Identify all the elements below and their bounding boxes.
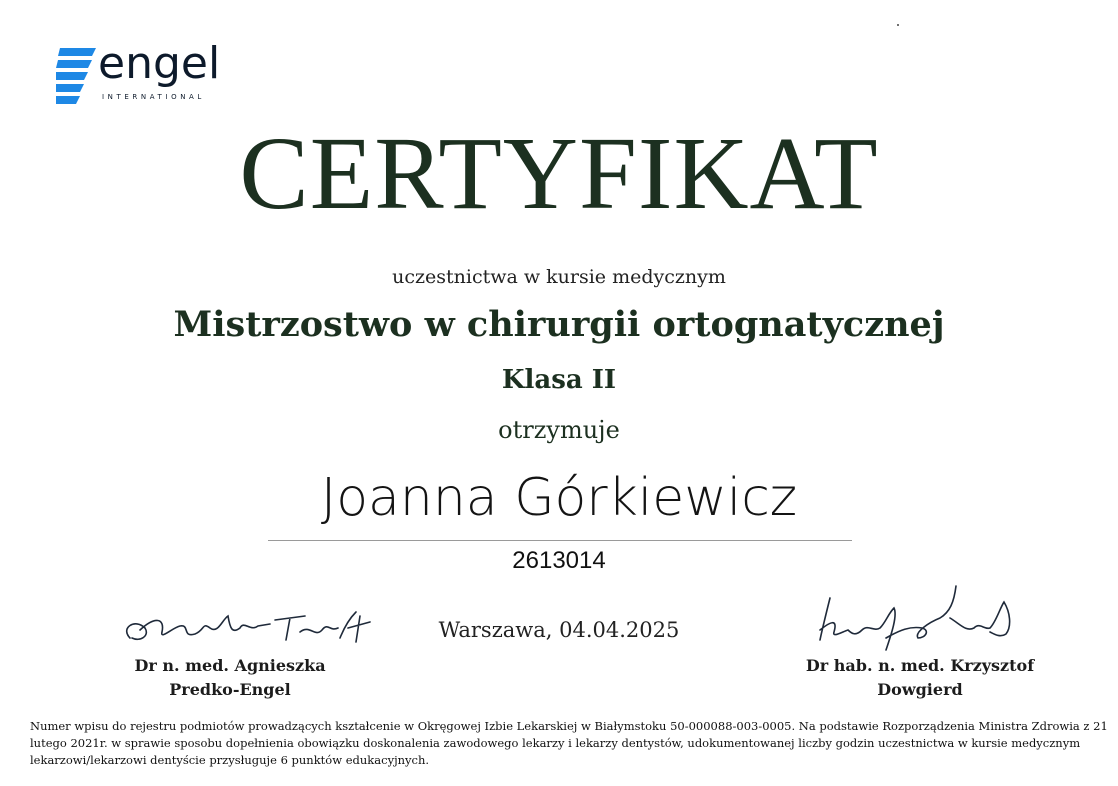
left-signer-name: Predko-Engel [169, 680, 291, 699]
recipient-underline [268, 540, 852, 541]
recipient-name: Joanna Górkiewicz [320, 468, 798, 528]
course-level: Klasa II [501, 365, 617, 395]
left-signer [100, 654, 360, 702]
certificate-intro: uczestnictwa w kursie medycznym [392, 266, 726, 288]
speck [897, 24, 899, 26]
engel-logo [56, 38, 256, 110]
footer-note: Numer wpisu do rejestru podmiotów prowadzących kształcenie w Okręgowej Izbie Lekarskiej w Białymstoku 50-000088-003-0005. Na podstawie Rozporządzenia Ministra Zdrowia z 21 lutego 2021r. w sprawie sposobu dopełnienia obowiązku doskonalenia zawodowego lekarzy i lekarzy dentystów, udokumentowanej liczby godzin uczestnictwa w kursie medycznym lekarzowi/lekarzowi dentyście przysługuje 6 punktów edukacyjnych. [30, 719, 1108, 767]
right-signer-title: Dr hab. n. med. Krzysztof [805, 656, 1035, 675]
certificate-number: 2613014 [512, 547, 606, 574]
certificate-title: CERTYFIKAT [239, 116, 879, 231]
receives-label: otrzymuje [498, 416, 620, 444]
logo-wordmark: engel [98, 38, 221, 89]
right-signer-name: Dowgierd [877, 680, 963, 699]
left-signer-title: Dr n. med. Agnieszka [134, 656, 326, 675]
right-signature-icon [790, 578, 1030, 658]
place-date: Warszawa, 04.04.2025 [438, 618, 680, 642]
right-signer [780, 654, 1060, 702]
left-signature-icon [110, 598, 390, 658]
logo-subtitle: INTERNATIONAL [102, 93, 205, 101]
engel-logo-mark-icon [56, 46, 98, 106]
course-name: Mistrzostwo w chirurgii ortognatycznej [173, 304, 945, 345]
